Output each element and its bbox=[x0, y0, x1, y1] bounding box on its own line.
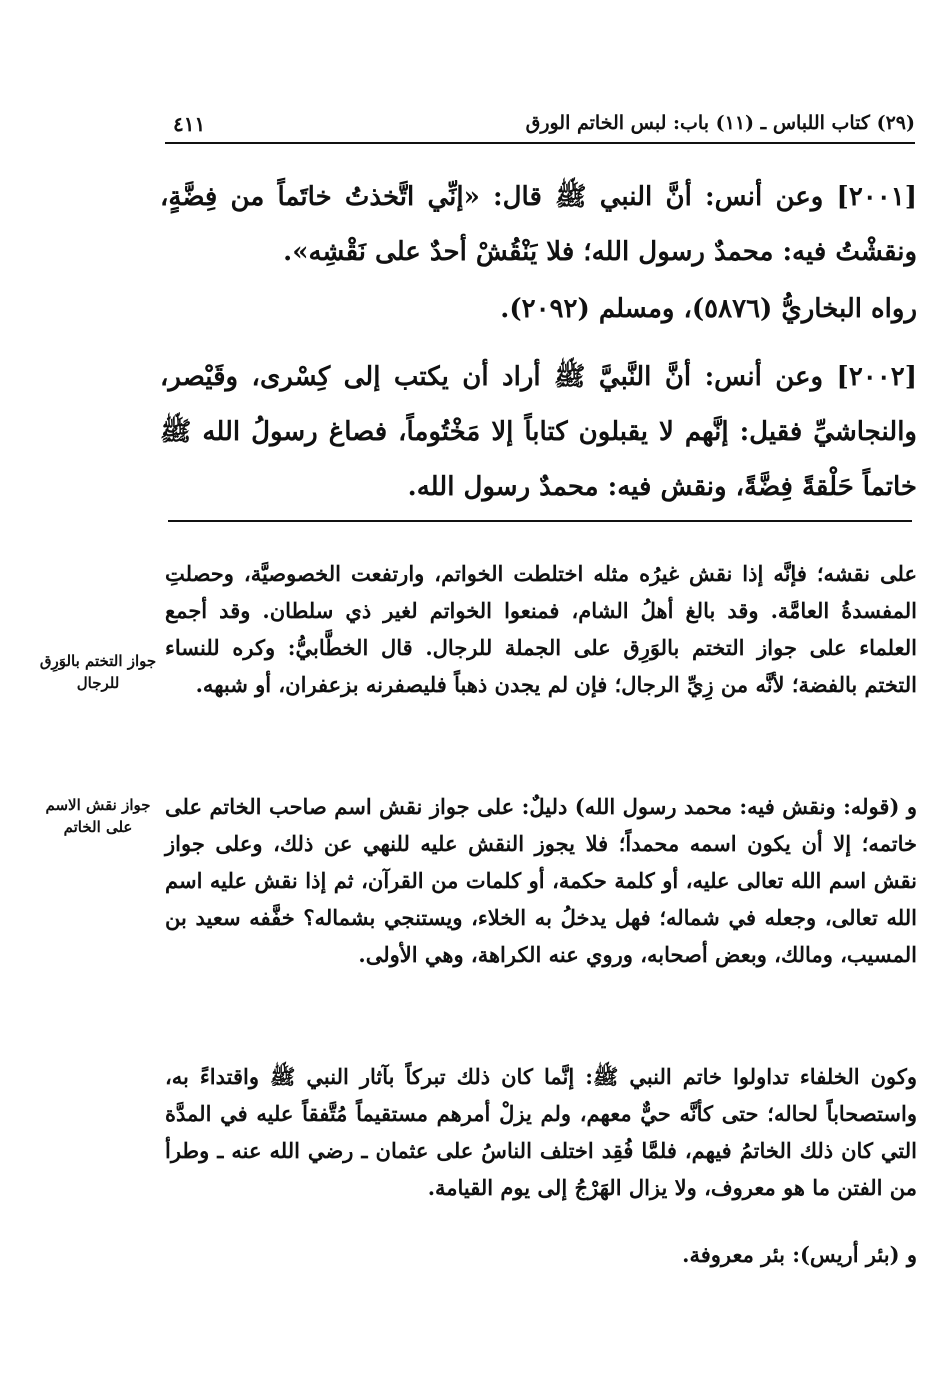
margin-note: جواز التختم بالوَرِق للرجال bbox=[39, 652, 157, 692]
hadith-2002: [٢٠٠٢] وعن أنس: أنَّ النَّبيَّ ﷺ أراد أن يكتب إلى كِسْرى، وقَيْصر، والنجاشيِّ فقيل: إنَّهم لا يقبلون كتاباً إلا مَخْتُوماً، فصاغ رسولُ الله ﷺ خاتماً حَلْقةً فِضَّةً، ونقش فيه: محمدٌ رسول الله. bbox=[160, 362, 917, 502]
commentary-paragraph: و (قوله: ونقش فيه: محمد رسول الله) دليلٌ: على جواز نقش اسم صاحب الخاتم على خاتمه؛ إلا أن يكون اسمه محمداً؛ فلا يجوز النقش عليه للنهي عن ذلك، وعلى جواز نقش اسم الله تعالى عليه، أو كلمة حكمة، أو كلمات من القرآن، ثم إذا نقش عليه اسم الله تعالى، وجعله في شماله؛ فهل يدخلُ به الخلاء، ويستنجي بشماله؟ خفَّفه سعيد بن المسيب، ومالك، وبعض أصحابه، وروي عنه الكراهة، وهي الأولى. bbox=[165, 794, 917, 967]
commentary-paragraph: و (بئر أريس): بئر معروفة. bbox=[682, 1242, 917, 1267]
page-number: ٤١١ bbox=[173, 112, 206, 136]
commentary-paragraph: وكون الخلفاء تداولوا خاتم النبي ﷺ: إنَّما كان ذلك تبركاً بآثار النبي ﷺ واقتداءً به، واستصحاباً لحاله؛ حتى كأنَّه حيٌّ معهم، ولم يزلْ أمرهم مستقيماً مُتَّفقاً عليه في المدَّة التي كان ذلك الخاتمُ فيهم، فلمَّا فُقِد اختلف الناسُ على عثمان ـ رضي الله عنه ـ وطرأ من الفتن ما هو معروف، ولا يزال الهَرْجُ إلى يوم القيامة. bbox=[165, 1064, 917, 1200]
commentary-paragraph: على نقشه؛ فإنَّه إذا نقش غيرُه مثله اختلطت الخواتم، وارتفعت الخصوصيَّة، وحصلتِ المفسدةُ العامَّة. وقد بالغ أهلُ الشام، فمنعوا الخواتم لغير ذي سلطان. وقد أجمع العلماء على جواز التختم بالوَرِق على الجملة للرجال. قال الخطَّابيُّ: وكره للنساء التختم بالفضة؛ لأنَّه من زِيِّ الرجال؛ فإن لم يجدن ذهباً فليصفرنه بزعفران، أو شبهه. bbox=[165, 561, 917, 697]
hadith-source: رواه البخاريُّ (٥٨٧٦)، ومسلم (٢٠٩٢). bbox=[500, 294, 917, 324]
hadith-2001: [٢٠٠١] وعن أنس: أنَّ النبي ﷺ قال: «إنِّي اتَّخذتُ خاتَماً من فِضَّةٍ، ونقشْتُ فيه: محمدٌ رسول الله؛ فلا يَنْقُشْ أحدٌ على نَقْشِه». bbox=[160, 182, 917, 267]
header-title: (٢٩) كتاب اللباس ـ (١١) باب: لبس الخاتم الورق bbox=[525, 112, 915, 134]
margin-note: جواز نقش الاسم على الخاتم bbox=[45, 796, 151, 836]
running-header bbox=[165, 108, 915, 144]
section-divider bbox=[168, 520, 912, 522]
header-rule bbox=[165, 142, 915, 144]
